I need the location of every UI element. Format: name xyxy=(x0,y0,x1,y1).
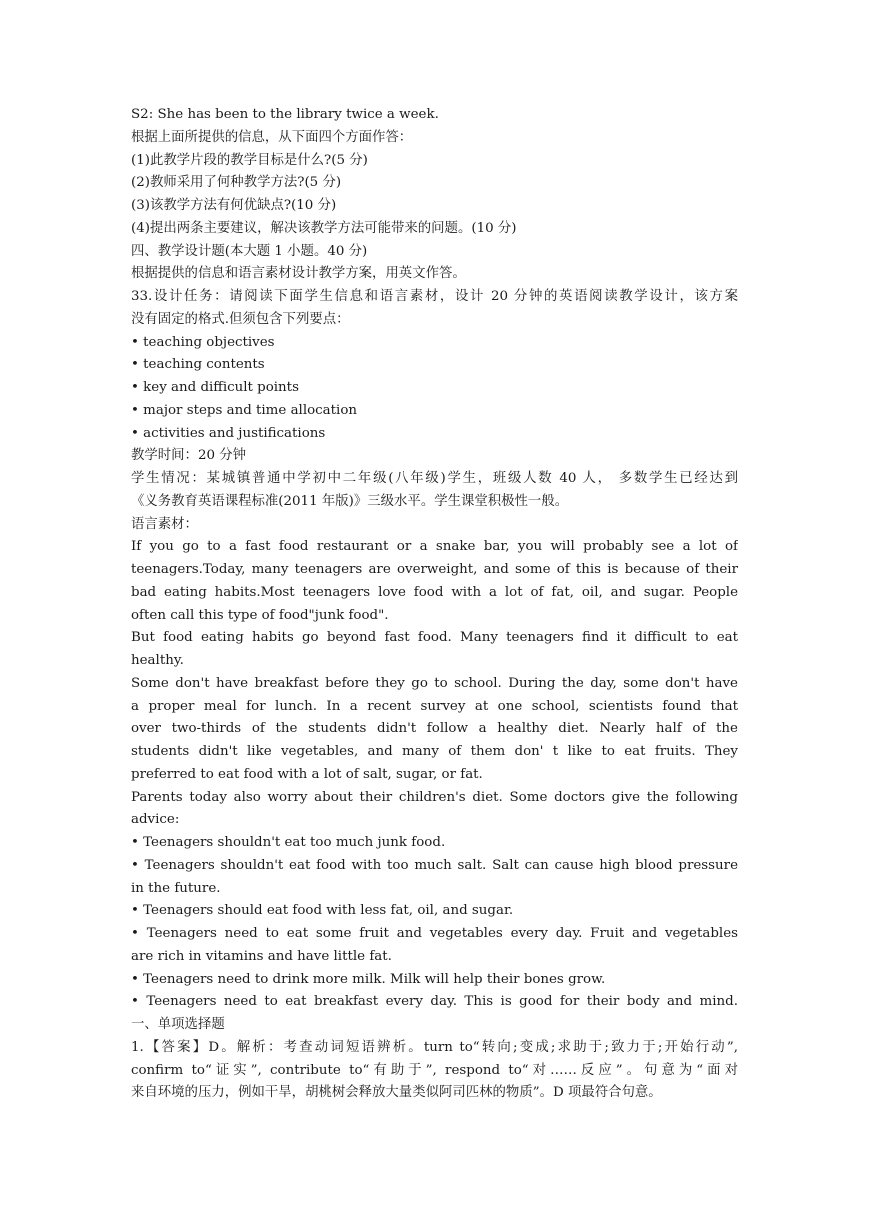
passage-line: teenagers.Today, many teenagers are overweight, and some of this is because of their xyxy=(131,562,738,577)
passage-line: Some don't have breakfast before they go to school. During the day, some don't have xyxy=(131,675,738,691)
dialogue-line-s2: S2: She has been to the library twice a week. xyxy=(131,107,439,122)
document-page xyxy=(131,104,738,1105)
passage-line: Parents today also worry about their children's diet. Some doctors give the following xyxy=(131,789,738,805)
passage-line: healthy. xyxy=(131,653,184,668)
passage-line: over two-thirds of the students didn't follow a healthy diet. Nearly half of the xyxy=(131,721,738,737)
advice-item: • Teenagers need to eat breakfast every day. This is good for their body and mind. xyxy=(131,994,738,1010)
passage-line: students didn't like vegetables, and many of them don' t like to eat fruits. They xyxy=(131,744,738,759)
question-2: (2)教师采用了何种教学方法?(5 分) xyxy=(131,175,342,191)
advice-item: • Teenagers need to eat some fruit and vegetables every day. Fruit and vegetables xyxy=(131,926,738,941)
passage-line: If you go to a fast food restaurant or a snake bar, you will probably see a lot of xyxy=(131,539,738,555)
answer-line: confirm to“证实”, contribute to“有助于”, respond to“对……反应”。句意为“面对 xyxy=(131,1062,738,1078)
advice-item: • Teenagers shouldn't eat food with too much salt. Salt can cause high blood pressure xyxy=(131,857,738,873)
passage-line: a proper meal for lunch. In a recent survey at one school, scientists found that xyxy=(131,698,738,714)
requirement-item: • teaching objectives xyxy=(131,334,275,350)
requirement-item: • key and difficult points xyxy=(131,380,299,395)
answer-line: 1.【答案】D。解析：考查动词短语辨析。turn to“转向;变成;求助于;致力于;开始行动”, xyxy=(131,1039,738,1055)
instruction-line: 根据上面所提供的信息，从下面四个方面作答： xyxy=(131,129,413,145)
requirement-item: • teaching contents xyxy=(131,357,265,373)
question-4: (4)提出两条主要建议，解决该教学方法可能带来的问题。(10 分) xyxy=(131,220,517,236)
section-heading-4: 四、教学设计题(本大题 1 小题。40 分) xyxy=(131,243,368,259)
task-33-line-1: 33.设计任务：请阅读下面学生信息和语言素材，设计 20 分钟的英语阅读教学设计，该方案 xyxy=(131,289,738,304)
passage-line: But food eating habits go beyond fast food. Many teenagers find it difficult to eat xyxy=(131,630,738,646)
design-instruction: 根据提供的信息和语言素材设计教学方案，用英文作答。 xyxy=(131,266,466,282)
passage-line: bad eating habits.Most teenagers love food with a lot of fat, oil, and sugar. People xyxy=(131,584,738,600)
requirement-item: • activities and justifications xyxy=(131,425,326,441)
advice-item: • Teenagers shouldn't eat too much junk food. xyxy=(131,835,446,850)
teaching-time: 教学时间：20 分钟 xyxy=(131,448,247,464)
answer-line: 来自环境的压力，例如干旱，胡桃树会释放大量类似阿司匹林的物质”。D 项最符合句意。 xyxy=(131,1085,662,1101)
question-1: (1)此教学片段的教学目标是什么?(5 分) xyxy=(131,152,368,168)
student-info-line-2: 《义务教育英语课程标准(2011 年版)》三级水平。学生课堂积极性一般。 xyxy=(131,493,569,509)
passage-line: preferred to eat food with a lot of salt, sugar, or fat. xyxy=(131,766,483,782)
requirement-item: • major steps and time allocation xyxy=(131,402,358,418)
advice-item-continued: in the future. xyxy=(131,880,221,896)
advice-item: • Teenagers should eat food with less fat, oil, and sugar. xyxy=(131,903,514,919)
advice-item-continued: are rich in vitamins and have little fat. xyxy=(131,948,392,964)
question-3: (3)该教学方法有何优缺点?(10 分) xyxy=(131,198,337,213)
section-heading-1: 一、单项选择题 xyxy=(131,1017,225,1032)
passage-line: advice: xyxy=(131,812,180,828)
advice-item: • Teenagers need to drink more milk. Milk will help their bones grow. xyxy=(131,971,606,987)
material-heading: 语言素材： xyxy=(131,516,198,532)
task-33-line-2: 没有固定的格式.但须包含下列要点： xyxy=(131,311,350,327)
student-info-line-1: 学生情况：某城镇普通中学初中二年级(八年级)学生，班级人数 40 人， 多数学生已经达到 xyxy=(131,471,738,486)
passage-line: often call this type of food"junk food". xyxy=(131,607,389,623)
